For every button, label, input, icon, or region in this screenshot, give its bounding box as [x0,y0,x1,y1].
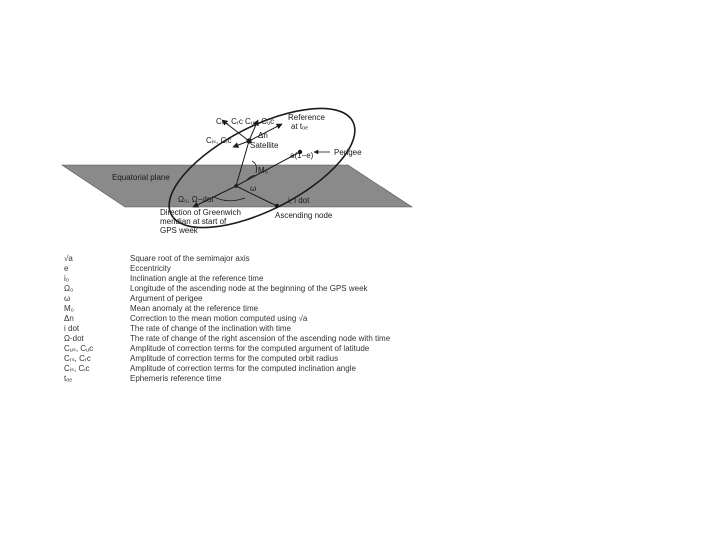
legend-description: Argument of perigee [130,294,203,303]
label-m0: M₀ [258,166,268,175]
legend-description: Mean anomaly at the reference time [130,304,259,313]
label-direction: Direction of Greenwich [160,208,241,217]
label-i-dot: i, i dot [288,196,310,205]
legend-description: Amplitude of correction terms for the computed inclination angle [130,364,356,373]
legend-row [64,364,394,374]
legend-symbol: Δn [64,314,74,323]
label-at-toe: at tₒₑ [291,122,309,131]
legend-symbol: ω [64,294,71,303]
legend-symbol: Cᵣₛ, Cᵣc [64,354,91,363]
label-meridian: meridian at start of [160,217,227,226]
parameter-legend [64,254,394,384]
legend-row [64,294,394,304]
legend-symbol: √a [64,254,73,263]
legend-row [64,374,394,384]
legend-body [64,254,394,384]
legend-row [64,264,394,274]
legend-row [64,254,394,264]
legend-description: Eccentricity [130,264,171,273]
legend-row [64,354,394,364]
legend-row [64,314,394,324]
label-a-e: a(1−e) [290,151,314,160]
label-omega: ω [250,184,257,193]
legend-row [64,284,394,294]
label-equatorial-plane: Equatorial plane [112,173,170,182]
legend-row [64,344,394,354]
legend-symbol: Ω₀ [64,284,74,293]
legend-symbol: Ω-dot [64,334,84,343]
label-c-top: Cᵣₛ, Cᵣc Cᵤₛ, Cᵤc [216,117,275,126]
legend-description: The rate of change of the right ascension of the ascending node with time [130,334,391,343]
label-omega-node: Ω₀, Ω−dot [178,195,214,204]
legend-row [64,304,394,314]
legend-symbol: e [64,264,69,273]
earth-center-point [234,184,238,188]
label-ascending-node: Ascending node [275,211,333,220]
legend-row [64,274,394,284]
ascending-node-point [275,204,279,208]
legend-symbol: i₀ [64,274,70,283]
label-gps-week: GPS week [160,226,198,235]
legend-row [64,334,394,344]
legend-symbol: Cᵢₛ, Cᵢc [64,364,90,373]
legend-description: Ephemeris reference time [130,374,222,383]
legend-row [64,324,394,334]
legend-description: Square root of the semimajor axis [130,254,250,263]
legend-symbol: M₀ [64,304,74,313]
legend-description: The rate of change of the inclination with time [130,324,291,333]
label-reference: Reference [288,113,325,122]
label-perigee: Perigee [334,148,362,157]
legend-symbol: tₒₑ [64,374,73,383]
legend-description: Amplitude of correction terms for the computed orbit radius [130,354,339,363]
label-c-left: Cᵢₛ, Cᵢc [206,136,232,145]
label-satellite: Satellite [250,141,279,150]
legend-description: Amplitude of correction terms for the computed argument of latitude [130,344,370,353]
label-delta-n: Δn [258,131,268,140]
legend-description: Correction to the mean motion computed using √a [130,314,308,323]
legend-symbol: i dot [64,324,80,333]
orbit-diagram [0,0,720,250]
legend-description: Inclination angle at the reference time [130,274,264,283]
legend-symbol: Cᵤₛ, Cᵤc [64,344,94,353]
legend-description: Longitude of the ascending node at the beginning of the GPS week [130,284,368,293]
